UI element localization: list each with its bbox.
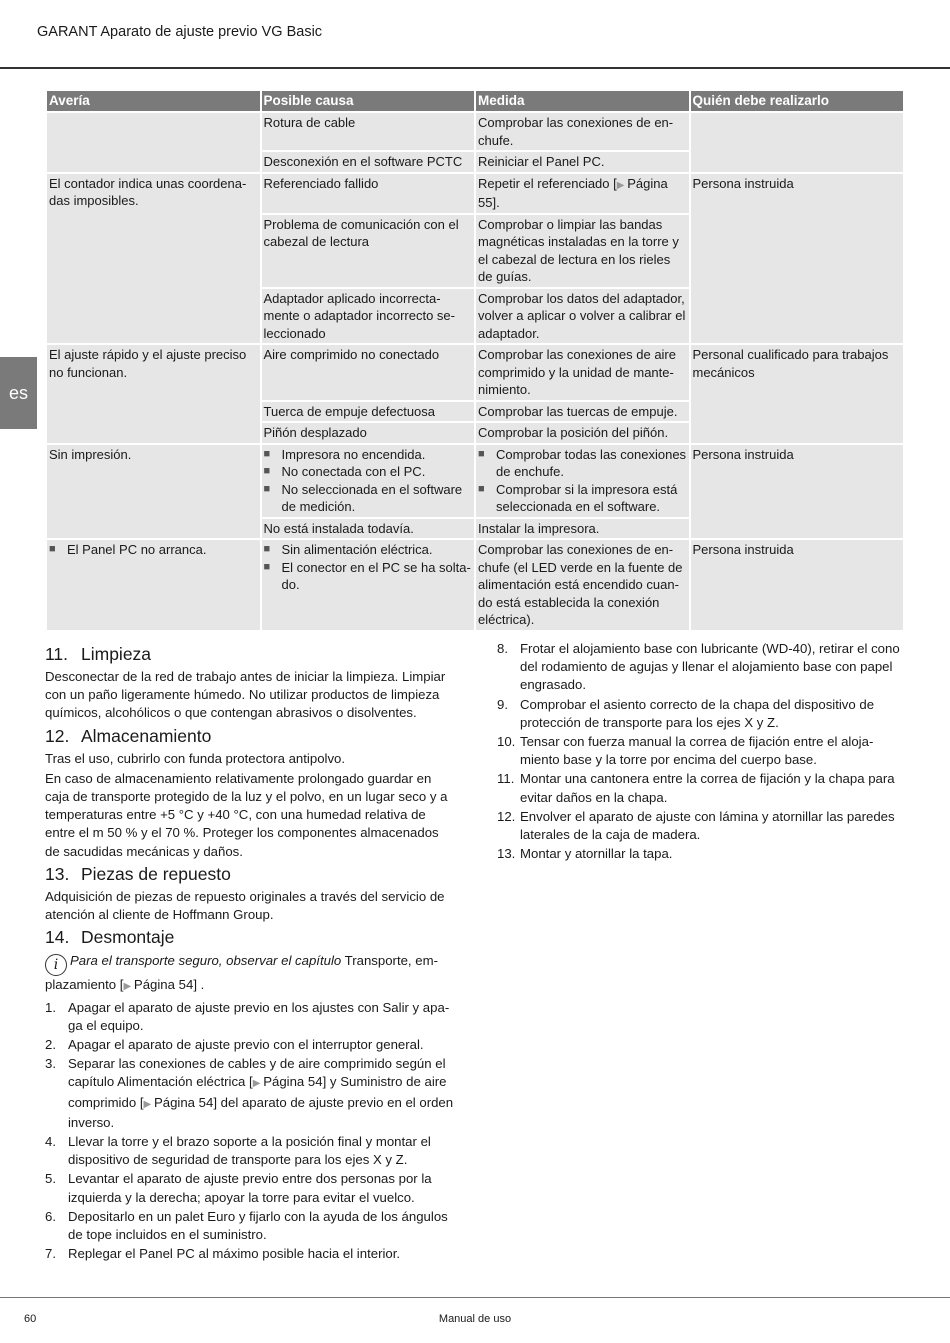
page-link-arrow-icon: ▶: [123, 981, 134, 993]
action-cell: Comprobar las conexiones de enchufe.: [476, 113, 689, 150]
section-heading-almacenamiento: 12. Almacenamiento: [45, 725, 212, 746]
bullet-square-icon: ■: [263, 560, 271, 573]
bullet-square-icon: ■: [263, 482, 271, 495]
bullet-square-icon: ■: [478, 482, 485, 495]
list-item: 4. Llevar la torre y el brazo soporte a la posición final y montar el dispositivo de seguridad de transporte para los ejes X y Z.: [45, 1133, 431, 1168]
who-cell: Persona instruida: [691, 174, 904, 344]
list-item: 6. Depositarlo en un palet Euro y fijarlo con la ayuda de los ángulos de tope incluidos en el suministro.: [45, 1208, 448, 1242]
section-heading-desmontaje: 14. Desmontaje: [45, 927, 175, 948]
almacenamiento-text-2: En caso de almacenamiento relativamente prolongado guardar en caja de transporte protegido de la luz y el polvo, en un lugar seco y a temperaturas entre +5 °C y +40 °C, con una humedad relativa de entre el m 50 % y el 70 %. Proteger los componentes almacenados de sacudidas mecánicas y daños.: [45, 770, 448, 859]
cause-cell: Desconexión en el software PCTC: [262, 152, 475, 172]
left-column: [45, 641, 455, 1264]
cause-cell: [262, 540, 475, 630]
table-row: [47, 540, 903, 630]
bullet-square-icon: ■: [263, 543, 271, 555]
table-row: [47, 445, 903, 517]
page-link-arrow-icon: ▶: [616, 179, 628, 191]
cause-cell: Problema de comunicación con el cabezal de lectura: [262, 215, 475, 287]
who-cell: Persona instruida: [691, 445, 904, 539]
cause-cell: Tuerca de empuje defectuosa: [262, 402, 475, 422]
list-item: 10. Tensar con fuerza manual la correa de fijación entre el alojamiento base y la torre por encima del cuerpo base.: [497, 734, 874, 768]
list-item: 12. Envolver el aparato de ajuste con lámina y atornillar las paredes laterales de la caja de madera.: [497, 808, 895, 843]
who-cell: [691, 113, 904, 172]
cause-cell: Aire comprimido no conectado: [262, 345, 475, 400]
cause-cell: Referenciado fallido: [262, 174, 475, 213]
page-link[interactable]: Página 54: [133, 977, 194, 993]
desmontaje-steps-continued: [497, 640, 907, 863]
list-item: ■ No conectada con el PC.: [263, 464, 426, 479]
language-tab: es: [0, 357, 37, 429]
action-cell: Instalar la impresora.: [476, 519, 689, 539]
header-fault: Avería: [47, 91, 260, 111]
list-item: 7. Replegar el Panel PC al máximo posible hacia el interior.: [45, 1246, 401, 1262]
header-action: Medida: [476, 91, 689, 111]
right-column: [497, 640, 907, 864]
list-item: 1. Apagar el aparato de ajuste previo en los ajustes con Salir y apaga el equipo.: [45, 999, 450, 1033]
fault-cell: Sin impresión.: [47, 445, 260, 539]
cause-cell: Rotura de cable: [262, 113, 475, 150]
almacenamiento-text-1: Tras el uso, cubrirlo con funda protectora antipolvo.: [45, 750, 346, 766]
troubleshooting-table: [45, 89, 905, 632]
fault-cell: El ajuste rápido y el ajuste preciso no funcionan.: [47, 345, 260, 443]
page-number: 60: [24, 1313, 37, 1325]
bullet-square-icon: ■: [263, 465, 271, 477]
repuesto-text: Adquisición de piezas de repuesto originales a través del servicio de atención al cliente de Hoffmann Group.: [45, 888, 445, 923]
footer-divider: [0, 1297, 950, 1298]
list-item: ■ Comprobar todas las conexiones de enchufe.: [478, 446, 687, 479]
list-item: 8. Frotar el alojamiento base con lubricante (WD-40), retirar el cono del rodamiento de agujas y llenar el alojamiento base con papel engrasado.: [497, 641, 900, 693]
table-row: [47, 113, 903, 150]
action-cell: Reiniciar el Panel PC.: [476, 152, 689, 172]
who-cell: Persona instruida: [691, 540, 904, 630]
action-cell: Comprobar las conexiones de enchufe (el LED verde en la fuente de alimentación está encendido cuando está establecida la conexión eléctrica).: [476, 540, 689, 630]
action-text: Repetir el referenciado [: [478, 175, 617, 191]
list-item: ■ El Panel PC no arranca.: [49, 542, 207, 557]
table-header-row: [47, 91, 903, 111]
list-item: 13. Montar y atornillar la tapa.: [497, 846, 673, 862]
table-row: [47, 345, 903, 400]
action-cell: Comprobar la posición del piñón.: [476, 423, 689, 443]
section-heading-repuesto: 13. Piezas de repuesto: [45, 863, 231, 884]
who-cell: Personal cualificado para trabajos mecánicos: [691, 345, 904, 443]
bullet-square-icon: ■: [49, 543, 56, 555]
cause-cell: Piñón desplazado: [262, 423, 475, 443]
action-cell: [476, 445, 689, 517]
list-item: ■ El conector en el PC se ha soltado.: [263, 559, 471, 592]
page-link[interactable]: Página 54: [153, 1094, 214, 1110]
cause-cell: No está instalada todavía.: [262, 519, 475, 539]
info-icon: i: [45, 954, 67, 976]
list-item: 11. Montar una cantonera entre la correa de fijación y la chapa para evitar daños en la chapa.: [497, 771, 895, 805]
list-item: 3. Separar las conexiones de cables y de aire comprimido según el capítulo Alimentación eléctrica [▶ Página 54] y Suministro de aire comprimido [▶ Página 54] del aparato de ajuste previo en el orden inverso.: [45, 1056, 454, 1130]
action-cell: Comprobar o limpiar las bandas magnéticas instaladas en la torre y el cabezal de lectura en los rieles de guías.: [476, 215, 689, 287]
page-link-arrow-icon: ▶: [143, 1098, 154, 1110]
bullet-square-icon: ■: [263, 447, 271, 460]
action-cell: [476, 174, 689, 213]
desmontaje-note: i Para el transporte seguro, observar el capítulo Transporte, emplazamiento [▶ Página 54] .: [45, 953, 438, 993]
desmontaje-steps: [45, 999, 455, 1264]
limpieza-text: Desconectar de la red de trabajo antes de iniciar la limpieza. Limpiar con un paño ligeramente húmedo. No utilizar productos de limpieza químicos, alcohólicos o que contengan abrasivos o disolventes.: [45, 669, 446, 721]
action-cell: Comprobar los datos del adaptador, volver a aplicar o volver a calibrar el adaptador.: [476, 289, 689, 344]
action-cell: Comprobar las conexiones de aire comprimido y la unidad de mantenimiento.: [476, 345, 689, 400]
list-item: ■ No seleccionada en el software de medición.: [263, 481, 463, 514]
fault-cell: [47, 540, 260, 630]
action-text: ].: [492, 195, 500, 210]
header-divider: [0, 67, 950, 69]
footer-doc-title: Manual de uso: [438, 1313, 512, 1325]
cause-cell: [262, 445, 475, 517]
table-row: [47, 174, 903, 213]
list-item: ■ Comprobar si la impresora está seleccionada en el software.: [478, 481, 678, 514]
header-cause: Posible causa: [262, 91, 475, 111]
header-who: Quién debe realizarlo: [691, 91, 904, 111]
list-item: ■ Impresora no encendida.: [263, 446, 426, 462]
fault-cell: [47, 113, 260, 172]
list-item: 2. Apagar el aparato de ajuste previo con el interruptor general.: [45, 1036, 424, 1052]
list-item: ■ Sin alimentación eléctrica.: [263, 542, 433, 557]
bullet-square-icon: ■: [478, 447, 485, 460]
list-item: 9. Comprobar el asiento correcto de la chapa del dispositivo de protección de transporte para los ejes X y Z.: [497, 696, 875, 730]
page-link[interactable]: Página 55: [478, 175, 668, 210]
list-item: 5. Levantar el aparato de ajuste previo entre dos personas por la izquierda y la derecha; apoyar la torre para evitar el vuelco.: [45, 1171, 432, 1205]
section-heading-limpieza: 11. Limpieza: [45, 644, 152, 664]
page-link-arrow-icon: ▶: [252, 1078, 264, 1090]
fault-cell: El contador indica unas coordenadas imposibles.: [47, 174, 260, 344]
page-link[interactable]: Página 54: [263, 1074, 323, 1090]
page-header-title: GARANT Aparato de ajuste previo VG Basic: [37, 24, 323, 40]
action-cell: Comprobar las tuercas de empuje.: [476, 402, 689, 422]
cause-cell: Adaptador aplicado incorrectamente o adaptador incorrecto seleccionado: [262, 289, 475, 344]
